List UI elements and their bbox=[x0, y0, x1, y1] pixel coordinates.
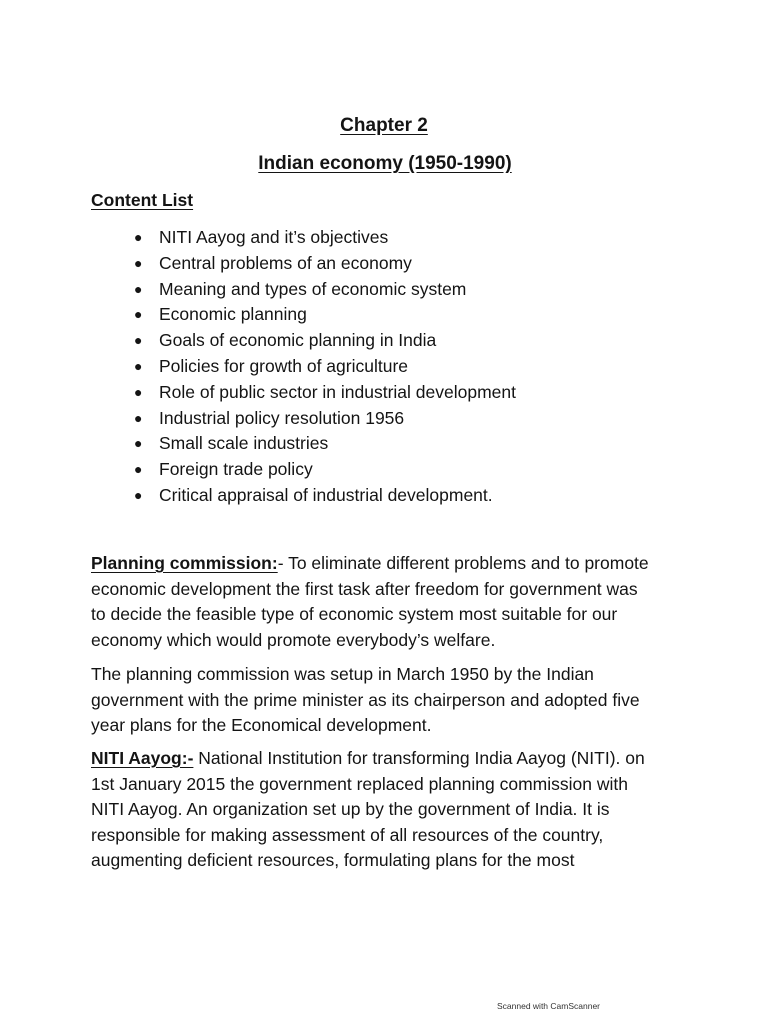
content-list-item-text: Central problems of an economy bbox=[159, 252, 412, 273]
niti-aayog-term: NITI Aayog:- bbox=[91, 748, 194, 768]
content-list-item-text: Critical appraisal of industrial development. bbox=[159, 484, 493, 505]
paragraph-line: 1st January 2015 the government replaced planning commission with bbox=[91, 773, 628, 794]
planning-commission-term: Planning commission: bbox=[91, 553, 278, 573]
bullet-icon: ● bbox=[134, 357, 143, 374]
content-list-item bbox=[134, 302, 516, 328]
content-list-item bbox=[134, 380, 516, 406]
bullet-icon: ● bbox=[134, 409, 143, 426]
planning-commission-setup-paragraph bbox=[91, 662, 691, 739]
content-list-item bbox=[134, 225, 516, 251]
content-list-heading: Content List bbox=[91, 190, 194, 210]
content-list-item-text: Role of public sector in industrial development bbox=[159, 381, 516, 402]
content-list-item-text: Foreign trade policy bbox=[159, 459, 313, 480]
paragraph-line: economic development the first task after freedom for government was bbox=[91, 578, 638, 599]
content-list-item-text: Industrial policy resolution 1956 bbox=[159, 407, 405, 428]
paragraph-line: to decide the feasible type of economic system most suitable for our bbox=[91, 604, 618, 624]
bullet-icon: ● bbox=[134, 332, 143, 349]
bullet-icon: ● bbox=[134, 461, 143, 478]
chapter-subtitle: Indian economy (1950-1990) bbox=[258, 153, 512, 174]
bullet-icon: ● bbox=[134, 383, 143, 400]
content-list-item-text: Economic planning bbox=[159, 304, 307, 325]
content-list-item-text: Small scale industries bbox=[159, 433, 329, 454]
content-list-item bbox=[134, 251, 516, 277]
content-list-item bbox=[134, 406, 516, 432]
bullet-icon: ● bbox=[134, 486, 143, 503]
paragraph-line: The planning commission was setup in March 1950 by the Indian bbox=[91, 664, 594, 684]
content-list-item-text: Policies for growth of agriculture bbox=[159, 355, 408, 376]
bullet-icon: ● bbox=[134, 254, 143, 271]
bullet-icon: ● bbox=[134, 306, 143, 323]
content-list bbox=[134, 225, 516, 509]
content-list-item bbox=[134, 483, 516, 509]
paragraph-line: year plans for the Economical development. bbox=[91, 715, 432, 735]
content-list-item bbox=[134, 431, 516, 457]
paragraph-line: responsible for making assessment of all resources of the country, bbox=[91, 824, 604, 845]
paragraph-line bbox=[91, 551, 691, 577]
chapter-title: Chapter 2 bbox=[340, 115, 428, 136]
content-list-item-text: NITI Aayog and it’s objectives bbox=[159, 227, 389, 247]
paragraph-line bbox=[91, 746, 691, 772]
content-list-item-text: Meaning and types of economic system bbox=[159, 278, 467, 299]
scanner-watermark: Scanned with CamScanner bbox=[497, 1001, 601, 1011]
content-list-item bbox=[134, 457, 516, 483]
content-list-item bbox=[134, 277, 516, 303]
paragraph-line: economy which would promote everybody’s welfare. bbox=[91, 629, 496, 650]
content-list-item bbox=[134, 354, 516, 380]
niti-aayog-paragraph bbox=[91, 746, 691, 874]
bullet-icon: ● bbox=[134, 435, 143, 452]
content-list-item bbox=[134, 328, 516, 354]
paragraph-text: - To eliminate different problems and to promote bbox=[277, 553, 649, 573]
paragraph-line: NITI Aayog. An organization set up by the government of India. It is bbox=[91, 799, 610, 819]
paragraph-line: government with the prime minister as its chairperson and adopted five bbox=[91, 689, 640, 710]
paragraph-line: augmenting deficient resources, formulating plans for the most bbox=[91, 850, 575, 870]
bullet-icon: ● bbox=[134, 280, 143, 297]
bullet-icon: ● bbox=[134, 229, 143, 245]
paragraph-text: National Institution for transforming India Aayog (NITI). on bbox=[193, 748, 645, 768]
planning-commission-paragraph bbox=[91, 551, 691, 653]
content-list-item-text: Goals of economic planning in India bbox=[159, 330, 437, 351]
